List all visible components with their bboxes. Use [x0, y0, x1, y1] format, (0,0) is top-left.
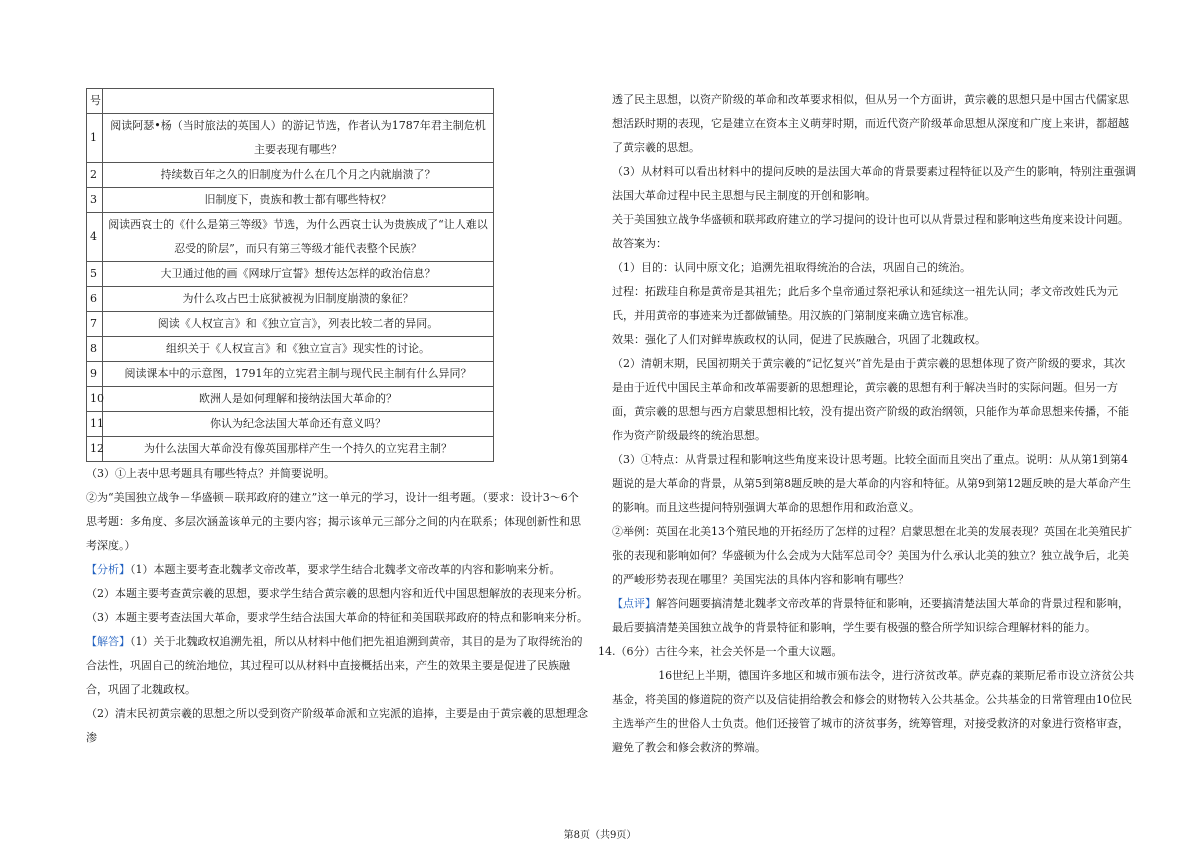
final-answer-2: （2）清朝末期，民国初期关于黄宗羲的“记忆复兴”首先是由于黄宗羲的思想体现了资产阶级的要求，其次是由于近代中国民主革命和改革需要新的思想理论，黄宗羲的思想有利于解决当时的实际问题。但另一方面，黄宗羲的思想与西方启蒙思想相比较，没有提出资产阶级的政治纲领，只能作为革命思想来传播，不能作为资产阶级最终的统治思想。: [612, 357, 1129, 442]
table-row: 11 你认为纪念法国大革命还有意义吗？: [87, 412, 494, 437]
question-table: [86, 88, 494, 462]
analysis-3: （3）本题主要考查法国大革命，要求学生结合法国大革命的特征和美国联邦政府的特点和影响来分析。: [86, 611, 588, 624]
table-row: 12 为什么法国大革命没有像英国那样产生一个持久的立宪君主制？: [87, 437, 494, 462]
final-answer-1-purpose: （1）目的：认同中原文化；追溯先祖取得统治的合法，巩固自己的统治。: [612, 261, 971, 274]
answer-tag: 【解答】: [86, 635, 130, 648]
final-answer-3-1: （3）①特点：从背景过程和影响这些角度来设计思考题。比较全面而且突出了重点。说明：从从第1到第4题说的是大革命的背景，从第5到第8题反映的是大革命的内容和特征。从第9到第12题反映的是大革命产生的影响。而且这些提问特别强调大革命的思想作用和政治意义。: [612, 453, 1131, 514]
answer-2: （2）清末民初黄宗羲的思想之所以受到资产阶级革命派和立宪派的追捧，主要是由于黄宗羲的思想理念渗: [86, 707, 588, 744]
table-row: 8 组织关于《人权宣言》和《独立宣言》现实性的讨论。: [87, 337, 494, 362]
answer-label: 故答案为：: [612, 237, 667, 250]
answer-3-note: 关于美国独立战争华盛顿和联邦政府建立的学习提问的设计也可以从背景过程和影响这些角度来设计问题。: [612, 213, 1129, 226]
table-header-num: 号: [87, 89, 103, 114]
analysis-tag: 【分析】: [86, 563, 130, 576]
table-row: 7 阅读《人权宣言》和《独立宣言》，列表比较二者的异同。: [87, 312, 494, 337]
final-answer-3-2: ②举例：英国在北美13个殖民地的开拓经历了怎样的过程？启蒙思想在北美的发展表现？英国在北美殖民扩张的表现和影响如何？华盛顿为什么会成为大陆军总司令？美国为什么承认北美的独立？独立战争后，北美的严峻形势表现在哪里？美国宪法的具体内容和影响有哪些？: [612, 525, 1132, 586]
question-3-part-2: ②为“美国独立战争－华盛顿－联邦政府的建立”这一单元的学习，设计一组考题。（要求：设计3～6个思考题：多角度、多层次涵盖该单元的主要内容；揭示该单元三部分之间的内在联系；体现创新性和思考深度。）: [86, 491, 581, 552]
table-row: 4 阅读西哀士的《什么是第三等级》节选，为什么西哀士认为贵族成了“让人难以忍受的阶层”，而只有第三等级才能代表整个民族？: [87, 213, 494, 262]
table-header-row: [87, 89, 494, 114]
comment: 【点评】解答问题要搞清楚北魏孝文帝改革的背景特征和影响，还要搞清楚法国大革命的背景过程和影响，最后要搞清楚美国独立战争的背景特征和影响，学生要有极强的整合所学知识综合理解材料的能力。: [612, 597, 1129, 634]
answer-2-continued: 透了民主思想，以资产阶级的革命和改革要求相似，但从另一个方面讲，黄宗羲的思想只是中国古代儒家思想活跃时期的表现，它是建立在资本主义萌芽时期，而近代资产阶级革命思想从深度和广度上来讲，都超越了黄宗羲的思想。: [612, 93, 1129, 154]
question-14-heading: 14.（6分）古往今来，社会关怀是一个重大议题。: [598, 645, 843, 658]
question-3-part-1: （3）①上表中思考题具有哪些特点？并简要说明。: [86, 467, 335, 480]
table-row: 9 阅读课本中的示意图，1791年的立宪君主制与现代民主制有什么异同？: [87, 362, 494, 387]
comment-tag: 【点评】: [612, 597, 656, 610]
final-answer-1-process: 过程：拓跋珪自称是黄帝是其祖先；此后多个皇帝通过祭祀承认和延续这一祖先认同；孝文帝改姓氏为元氏，并用黄帝的事迹来为迁都做铺垫。用汉族的门第制度来确立选官标准。: [612, 285, 1118, 322]
table-row: 10 欧洲人是如何理解和接纳法国大革命的？: [87, 387, 494, 412]
analysis-2: （2）本题主要考查黄宗羲的思想，要求学生结合黄宗羲的思想内容和近代中国思想解放的表现来分析。: [86, 587, 588, 600]
left-column: [86, 88, 588, 750]
table-row: 2 持续数百年之久的旧制度为什么在几个月之内就崩溃了？: [87, 163, 494, 188]
table-row: 3 旧制度下，贵族和教士都有哪些特权？: [87, 188, 494, 213]
analysis-1: 【分析】（1）本题主要考查北魏孝文帝改革，要求学生结合北魏孝文帝改革的内容和影响来分析。: [86, 563, 561, 576]
page-footer: 第8页（共9页）: [563, 830, 637, 841]
answer-3: （3）从材料可以看出材料中的提问反映的是法国大革命的背景要素过程特征以及产生的影响，特别注重强调法国大革命过程中民主思想与民主制度的开创和影响。: [612, 165, 1136, 202]
question-14-passage: 16世纪上半期，德国许多地区和城市颁布法令，进行济贫改革。萨克森的莱斯尼希市设立济贫公共基金，将美国的修道院的资产以及信徒捐给教会和修会的财物转入公共基金。公共基金的日常管理由10位民主选举产生的世俗人士负责。他们还接管了城市的济贫事务，统筹管理，对接受救济的对象进行资格审查，避免了教会和修会救济的弊端。: [612, 669, 1135, 754]
table-row: 1 阅读阿瑟•杨（当时旅法的英国人）的游记节选，作者认为1787年君主制危机主要表现有哪些？: [87, 114, 494, 163]
table-row: 5 大卫通过他的画《网球厅宣誓》想传达怎样的政治信息？: [87, 262, 494, 287]
final-answer-1-effect: 效果：强化了人们对鲜卑族政权的认同，促进了民族融合，巩固了北魏政权。: [612, 333, 986, 346]
right-column: [598, 88, 1136, 760]
table-row: 6 为什么攻占巴士底狱被视为旧制度崩溃的象征？: [87, 287, 494, 312]
answer-1: 【解答】（1）关于北魏政权追溯先祖，所以从材料中他们把先祖追溯到黄帝，其目的是为了取得统治的合法性，巩固自己的统治地位，其过程可以从材料中直接概括出来，产生的效果主要是促进了民族融合，巩固了北魏政权。: [86, 635, 583, 696]
